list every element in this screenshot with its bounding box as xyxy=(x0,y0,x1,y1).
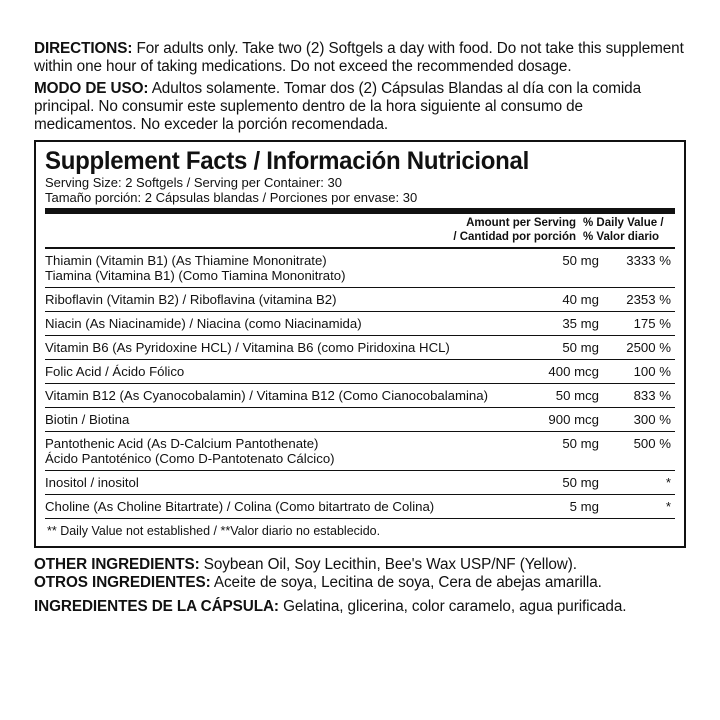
nutrient-name: Thiamin (Vitamin B1) (As Thiamine Mononitrate) xyxy=(45,253,327,268)
nutrient-amount: 50 mg xyxy=(562,436,599,451)
directions-text: For adults only. Take two (2) Softgels a day with food. Do not take this supplement within one hour of taking medications. Do not exceed the recommended dosage. xyxy=(34,40,684,75)
nutrient-rows xyxy=(45,249,675,519)
daily-value-footnote: ** Daily Value not established / **Valor diario no establecido. xyxy=(47,524,381,538)
nutrient-amount: 5 mg xyxy=(569,499,599,514)
directions-paragraph xyxy=(34,40,688,76)
nutrient-row xyxy=(45,495,675,519)
nutrient-dv: 500 % xyxy=(633,436,671,451)
otros-ingredientes-label: OTROS INGREDIENTES: xyxy=(34,574,211,591)
modo-de-uso-text: Adultos solamente. Tomar dos (2) Cápsulas Blandas al día con la comida principal. No consumir este suplemento dentro de la hora siguiente al consumo de medicamentos. No exceder la porción recomendada. xyxy=(34,80,641,133)
column-header xyxy=(45,214,675,247)
nutrient-amount: 400 mcg xyxy=(548,364,599,379)
capsula-label: INGREDIENTES DE LA CÁPSULA: xyxy=(34,598,279,615)
amount-header-line-2: / Cantidad por porción xyxy=(453,231,576,243)
nutrient-row xyxy=(45,249,675,288)
modo-de-uso-paragraph xyxy=(34,80,688,134)
nutrient-row xyxy=(45,471,675,495)
nutrient-amount: 50 mg xyxy=(562,340,599,355)
nutrient-row xyxy=(45,360,675,384)
nutrient-name: Vitamin B12 (As Cyanocobalamin) / Vitamina B12 (Como Cianocobalamina) xyxy=(45,388,488,403)
nutrient-amount: 50 mcg xyxy=(555,388,599,403)
otros-ingredientes xyxy=(34,574,688,592)
other-ingredients xyxy=(34,556,688,574)
nutrient-dv: * xyxy=(665,475,671,490)
nutrient-name: Choline (As Choline Bitartrate) / Colina (Como bitartrato de Colina) xyxy=(45,499,435,514)
nutrient-name: Pantothenic Acid (As D-Calcium Pantothenate) xyxy=(45,436,319,451)
nutrient-row xyxy=(45,432,675,471)
amount-header-line-1: Amount per Serving xyxy=(466,217,576,229)
nutrient-amount: 50 mg xyxy=(562,253,599,268)
nutrient-dv: 3333 % xyxy=(626,253,671,268)
daily-value-header xyxy=(576,216,675,244)
nutrient-dv: * xyxy=(665,499,671,514)
nutrient-name: Vitamin B6 (As Pyridoxine HCL) / Vitamina B6 (como Piridoxina HCL) xyxy=(45,340,450,355)
nutrient-name: Inositol / inositol xyxy=(45,475,139,490)
capsula-text: Gelatina, glicerina, color caramelo, agua purificada. xyxy=(283,598,627,615)
label-content xyxy=(34,40,688,616)
facts-title: Supplement Facts / Información Nutricional xyxy=(45,147,529,175)
supplement-facts-panel xyxy=(34,140,686,548)
nutrient-row xyxy=(45,312,675,336)
dv-header-line-1: % Daily Value / xyxy=(583,217,664,229)
amount-header xyxy=(441,216,576,244)
nutrient-amount: 50 mg xyxy=(562,475,599,490)
nutrient-dv: 2353 % xyxy=(626,292,671,307)
nutrient-name: Biotin / Biotina xyxy=(45,412,130,427)
serving-size-en: Serving Size: 2 Softgels / Serving per Container: 30 xyxy=(45,175,342,190)
nutrient-row xyxy=(45,384,675,408)
directions-label: DIRECTIONS: xyxy=(34,40,133,57)
nutrient-name-es: Tiamina (Vitamina B1) (Como Tiamina Mononitrato) xyxy=(45,268,346,283)
nutrient-amount: 900 mcg xyxy=(548,412,599,427)
nutrient-name-es: Ácido Pantoténico (Como D-Pantotenato Cálcico) xyxy=(45,451,335,466)
nutrient-row xyxy=(45,288,675,312)
nutrient-amount: 35 mg xyxy=(562,316,599,331)
nutrient-name: Folic Acid / Ácido Fólico xyxy=(45,364,185,379)
nutrient-row xyxy=(45,408,675,432)
dv-header-line-2: % Valor diario xyxy=(583,231,660,243)
nutrient-dv: 100 % xyxy=(633,364,671,379)
capsula-ingredients xyxy=(34,598,688,616)
nutrient-dv: 300 % xyxy=(633,412,671,427)
other-ingredients-label: OTHER INGREDIENTS: xyxy=(34,556,200,573)
nutrient-dv: 833 % xyxy=(633,388,671,403)
nutrient-name: Niacin (As Niacinamide) / Niacina (como Niacinamida) xyxy=(45,316,362,331)
serving-size-es: Tamaño porción: 2 Cápsulas blandas / Porciones por envase: 30 xyxy=(45,190,418,205)
nutrient-amount: 40 mg xyxy=(562,292,599,307)
nutrient-dv: 2500 % xyxy=(626,340,671,355)
otros-ingredientes-text: Aceite de soya, Lecitina de soya, Cera de abejas amarilla. xyxy=(213,574,602,591)
nutrient-dv: 175 % xyxy=(633,316,671,331)
modo-de-uso-label: MODO DE USO: xyxy=(34,80,149,97)
other-ingredients-text: Soybean Oil, Soy Lecithin, Bee's Wax USP/NF (Yellow). xyxy=(203,556,577,573)
nutrient-row xyxy=(45,336,675,360)
nutrient-name: Riboflavin (Vitamin B2) / Riboflavina (vitamina B2) xyxy=(45,292,337,307)
